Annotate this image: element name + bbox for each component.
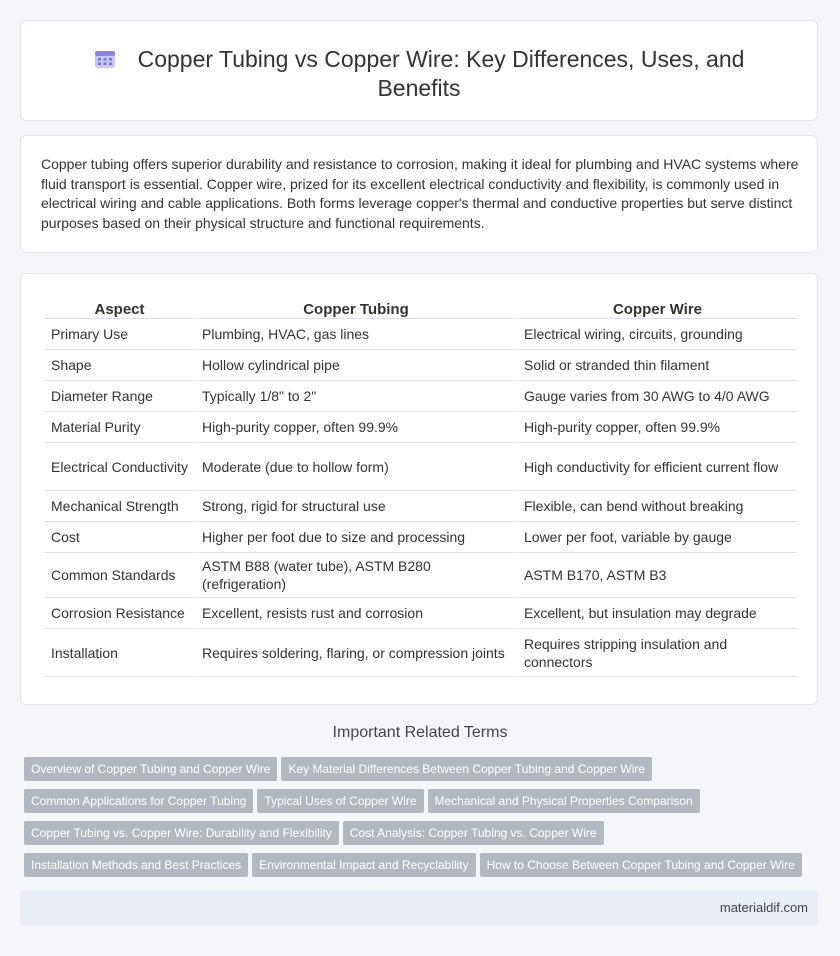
tag-row [24,757,824,789]
related-term-tag[interactable]: Environmental Impact and Recyclability [252,853,475,877]
tag-row [24,789,824,821]
table-cell: Corrosion Resistance [45,598,194,629]
table-cell: Excellent, resists rust and corrosion [196,598,516,629]
tag-row [24,821,824,853]
table-cell: Moderate (due to hollow form) [196,443,516,491]
intro-paragraph: Copper tubing offers superior durability and resistance to corrosion, making it ideal for plumbing and HVAC systems where fluid transport is essential. Copper wire, prized for its excellent electrical conductivity and flexibility, is commonly used in electrical wiring and cable applications. Both forms leverage copper's thermal and conductive properties but serve distinct purposes based on their physical structure and functional requirements. [41,156,799,231]
table-cell: Excellent, but insulation may degrade [518,598,797,629]
intro-card [20,135,818,253]
table-cell: High-purity copper, often 99.9% [518,412,797,443]
table-cell: Mechanical Strength [45,491,194,522]
table-cell: Solid or stranded thin filament [518,350,797,381]
related-term-tag[interactable]: Typical Uses of Copper Wire [257,789,423,813]
table-cell: Installation [45,629,194,677]
table-row [45,412,797,443]
table-cell: Plumbing, HVAC, gas lines [196,319,516,350]
table-row [45,443,797,491]
column-header: Copper Tubing [196,296,516,319]
table-cell: Electrical Conductivity [45,443,194,491]
table-cell: Electrical wiring, circuits, grounding [518,319,797,350]
related-term-tag[interactable]: Copper Tubing vs. Copper Wire: Durability and Flexibility [24,821,339,845]
table-cell: Material Purity [45,412,194,443]
calendar-icon [94,47,116,67]
table-cell: Higher per foot due to size and processing [196,522,516,553]
table-cell: Typically 1/8" to 2" [196,381,516,412]
table-cell: Requires stripping insulation and connectors [518,629,797,677]
related-term-tag[interactable]: Installation Methods and Best Practices [24,853,248,877]
related-term-tag[interactable]: Key Material Differences Between Copper Tubing and Copper Wire [281,757,652,781]
table-cell: ASTM B88 (water tube), ASTM B280 (refrigeration) [196,553,516,598]
table-row [45,522,797,553]
related-terms-title: Important Related Terms [332,724,508,741]
table-cell: High-purity copper, often 99.9% [196,412,516,443]
table-row [45,319,797,350]
column-header: Aspect [45,296,194,319]
page-title-text: Copper Tubing vs Copper Wire: Key Differences, Uses, and Benefits [137,46,745,101]
table-cell: ASTM B170, ASTM B3 [518,553,797,598]
comparison-card [20,273,818,705]
table-cell: Cost [45,522,194,553]
table-cell: Strong, rigid for structural use [196,491,516,522]
header-card [20,20,818,121]
table-row [45,350,797,381]
related-term-tag[interactable]: Common Applications for Copper Tubing [24,789,253,813]
related-term-tag[interactable]: Cost Analysis: Copper Tubing vs. Copper Wire [343,821,604,845]
tag-row [24,853,824,885]
table-cell: Requires soldering, flaring, or compression joints [196,629,516,677]
table-header-row [45,296,797,319]
comparison-table [43,296,799,677]
footer-site-link[interactable]: materialdif.com [719,900,808,915]
footer [20,891,818,925]
page-title [81,45,757,103]
table-cell: Flexible, can bend without breaking [518,491,797,522]
table-row [45,381,797,412]
table-cell: Lower per foot, variable by gauge [518,522,797,553]
table-row [45,553,797,598]
table-cell: Hollow cylindrical pipe [196,350,516,381]
column-header: Copper Wire [518,296,797,319]
related-term-tag[interactable]: Mechanical and Physical Properties Comparison [428,789,700,813]
table-cell: High conductivity for efficient current flow [518,443,797,491]
table-cell: Gauge varies from 30 AWG to 4/0 AWG [518,381,797,412]
related-term-tag[interactable]: Overview of Copper Tubing and Copper Wire [24,757,277,781]
table-row [45,629,797,677]
table-row [45,491,797,522]
related-term-tag[interactable]: How to Choose Between Copper Tubing and Copper Wire [480,853,802,877]
table-cell: Diameter Range [45,381,194,412]
table-cell: Shape [45,350,194,381]
table-row [45,598,797,629]
related-terms-list [24,757,824,885]
table-cell: Common Standards [45,553,194,598]
table-cell: Primary Use [45,319,194,350]
